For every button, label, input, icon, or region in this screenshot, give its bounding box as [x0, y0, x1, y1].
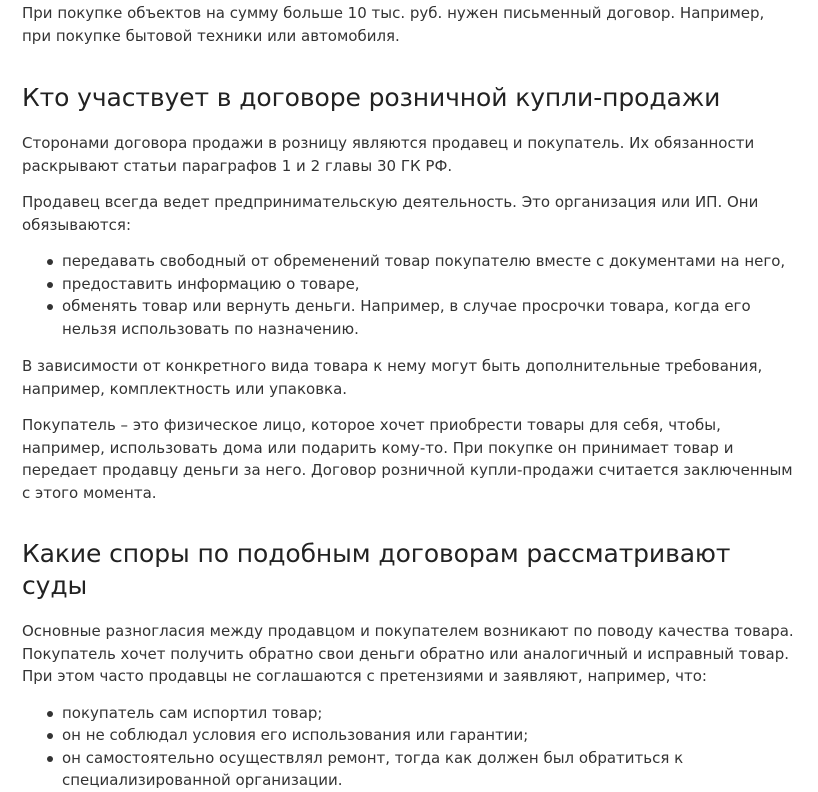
paragraph-buyer: Покупатель – это физическое лицо, которое хочет приобрести товары для себя, чтобы, например, использовать дома или подарить кому-то. При покупке он принимает товар и передает продавцу деньги за него. Договор розничной купли-продажи считается заключенным с этого момента.: [22, 416, 793, 502]
bullet-icon: [47, 711, 53, 717]
seller-claims-list: [22, 702, 794, 792]
list-item-text: предоставить информацию о товаре,: [62, 274, 360, 293]
bullet-icon: [47, 733, 53, 739]
list-item: [22, 273, 794, 296]
list-item: [22, 250, 794, 273]
article-body: [0, 2, 818, 792]
list-item: [22, 724, 794, 747]
list-item-text: он не соблюдал условия его использования или гарантии;: [62, 726, 529, 744]
seller-obligations-list: [22, 250, 794, 340]
intro-paragraph: При покупке объектов на сумму больше 10 тыс. руб. нужен письменный договор. Например, при покупке бытовой техники или автомобиля.: [22, 4, 765, 45]
paragraph-disagreements: Основные разногласия между продавцом и покупателем возникают по поводу качества товара. Покупатель хочет получить обратно свои деньги обратно или аналогичный и исправный товар. При этом часто продавцы не соглашаются с претензиями и заявляют, например, что:: [22, 622, 794, 685]
bullet-icon: [47, 756, 53, 762]
section-heading-disputes: Какие споры по подобным договорам рассматривают суды: [22, 539, 731, 600]
list-item-text: он самостоятельно осуществлял ремонт, тогда как должен был обратиться к специализированной организации.: [62, 748, 684, 789]
paragraph-seller: Продавец всегда ведет предпринимательскую деятельность. Это организация или ИП. Они обязываются:: [22, 193, 759, 234]
list-item-text: передавать свободный от обременений товар покупателю вместе с документами на него,: [62, 252, 786, 270]
bullet-icon: [47, 282, 53, 288]
bullet-icon: [47, 304, 53, 310]
list-item-text: обменять товар или вернуть деньги. Например, в случае просрочки товара, когда его нельзя использовать по назначению.: [62, 297, 751, 338]
bullet-icon: [47, 259, 53, 265]
paragraph-parties: Сторонами договора продажи в розницу являются продавец и покупатель. Их обязанности раскрывают статьи параграфов 1 и 2 главы 30 ГК РФ.: [22, 134, 755, 175]
list-item: [22, 702, 794, 725]
list-item: [22, 295, 794, 340]
list-item-text: покупатель сам испортил товар;: [62, 703, 323, 722]
section-heading-participants: Кто участвует в договоре розничной купли-продажи: [22, 83, 721, 112]
paragraph-requirements: В зависимости от конкретного вида товара к нему могут быть дополнительные требования, например, комплектность или упаковка.: [22, 357, 763, 398]
list-item: [22, 747, 794, 792]
